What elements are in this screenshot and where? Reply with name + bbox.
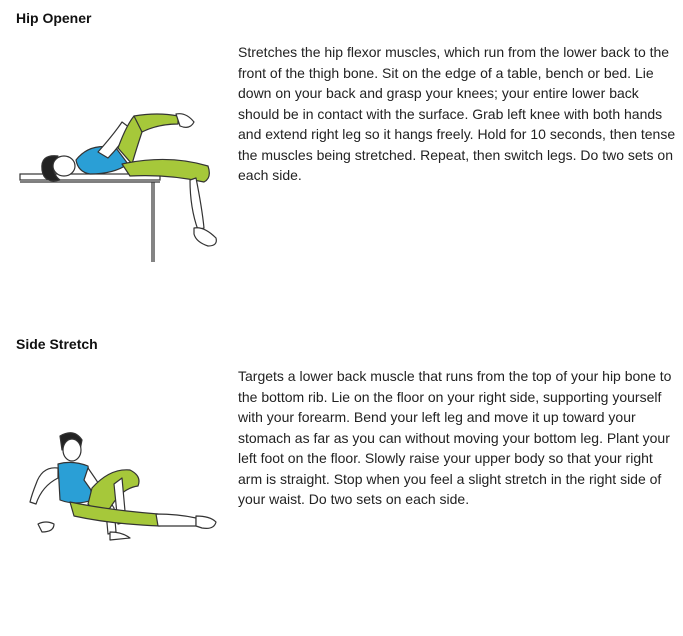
- section-title-side-stretch: Side Stretch: [16, 336, 98, 352]
- section-description-side-stretch: Targets a lower back muscle that runs from the top of your hip bone to the bottom rib. Lie on the floor on your right side, supporting yourself with your forearm. Bend your left leg and move it up toward your stomach as far as you can without moving your bottom leg. Plant your left foot on the floor. Slowly raise your upper body so that your right arm is straight. Stop when you feel a slight stretch in the right side of your waist. Do two sets on each side.: [238, 368, 672, 507]
- table-icon: [20, 174, 160, 262]
- section-title-hip-opener: Hip Opener: [16, 10, 92, 26]
- section-description-hip-opener: Stretches the hip flexor muscles, which run from the lower back to the front of the thigh bone. Sit on the edge of a table, bench or bed. Lie down on your back and grasp your knees; your entire lower back should be in contact with the surface. Grab left knee with both hands and extend right leg so it hangs freely. Hold for 10 seconds, then tense the muscles being stretched. Repeat, then switch legs. Do two sets on each side.: [238, 44, 676, 183]
- hip-opener-illustration: [18, 108, 228, 264]
- side-stretch-illustration: [18, 428, 228, 546]
